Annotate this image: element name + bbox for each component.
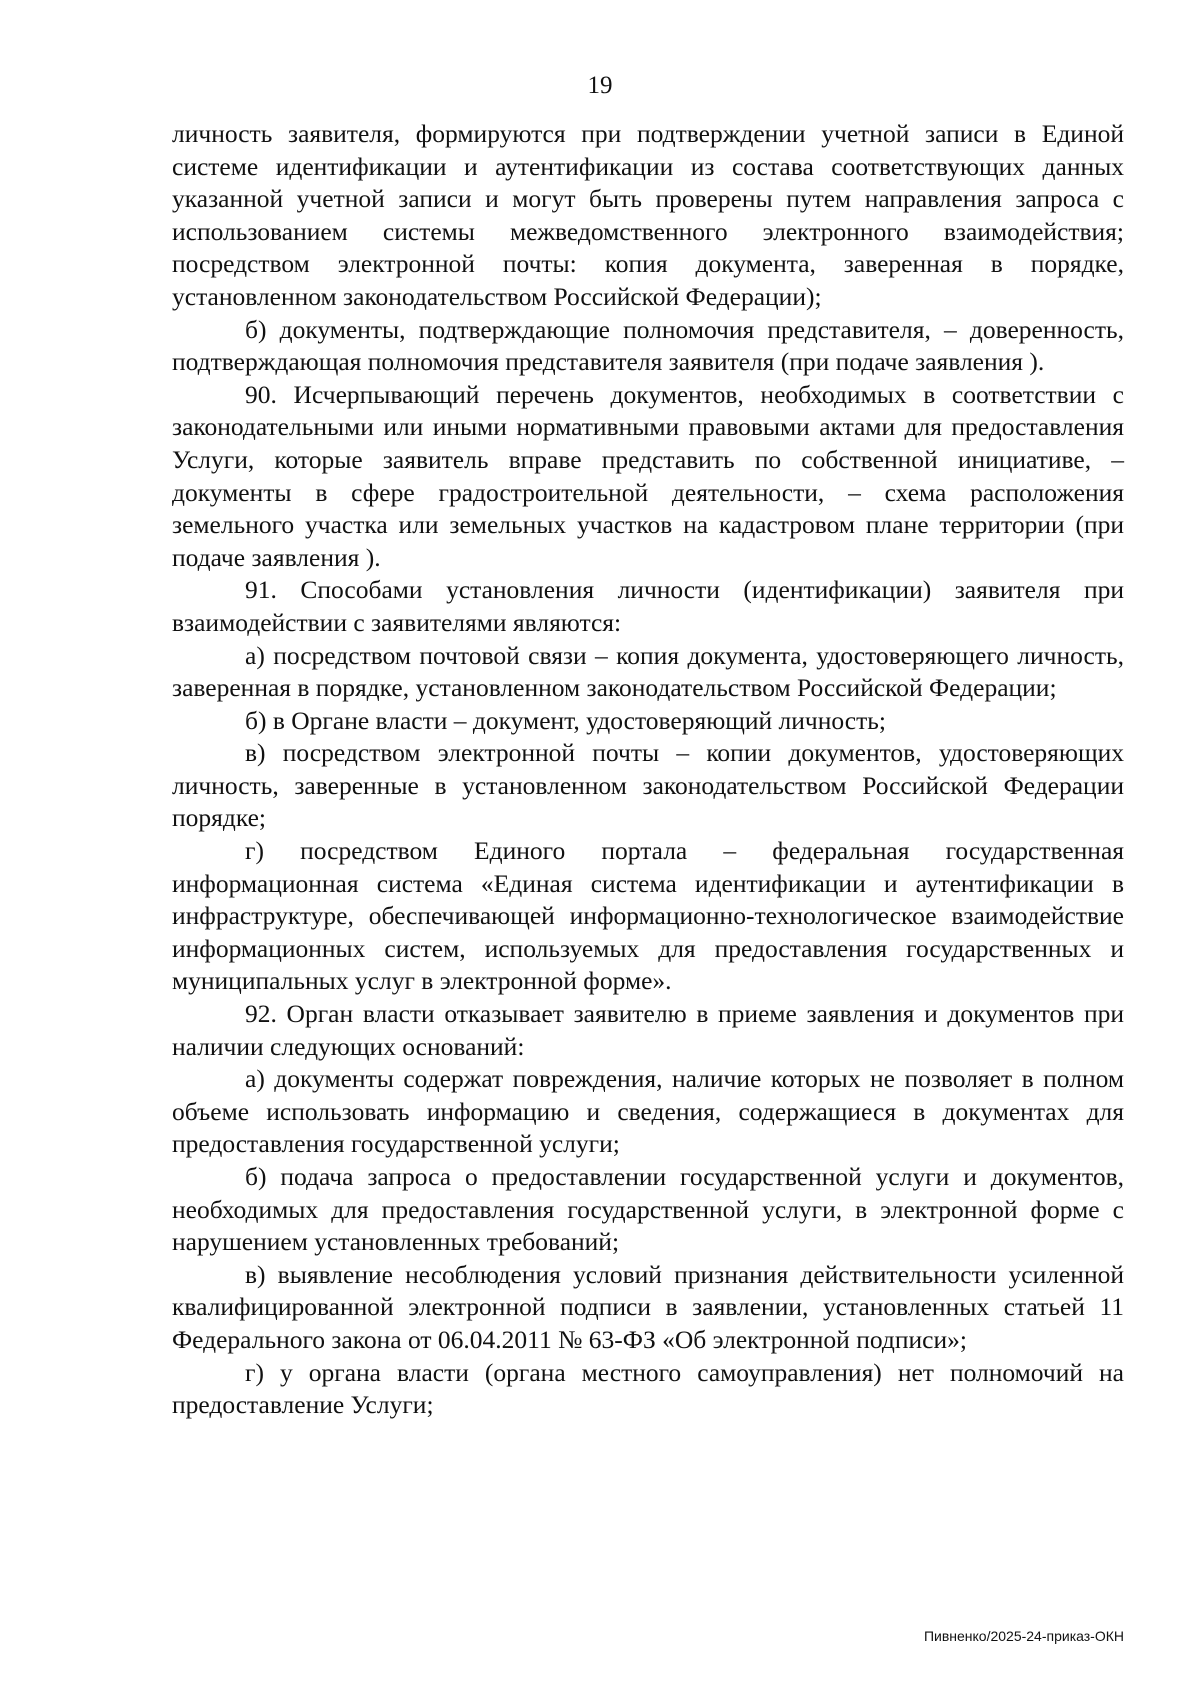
paragraph: б) в Органе власти – документ, удостоверяющий личность;: [245, 705, 886, 735]
paragraph: б) подача запроса о предоставлении государственной услуги и документов, необходимых для предоставления государственной услуги, в электронной форме с нарушением установленных требований;: [172, 1162, 1124, 1257]
paragraph: личность заявителя, формируются при подтверждении учетной записи в Единой системе идентификации и аутентификации из состава соответствующих данных указанной учетной записи и могут быть проверены путем направления запроса с использованием системы межведомственного электронного взаимодействия; посредством электронной почты: копия документа, заверенная в порядке, установленном законодательством Российской Федерации);: [172, 119, 1124, 311]
paragraph: в) посредством электронной почты – копии документов, удостоверяющих личность, заверенные в установленном законодательством Российской Федерации порядке;: [172, 738, 1124, 833]
paragraph: в) выявление несоблюдения условий признания действительности усиленной квалифицированной электронной подписи в заявлении, установленных статьей 11 Федерального закона от 06.04.2011 № 63-ФЗ «Об электронной подписи»;: [172, 1259, 1124, 1354]
paragraph-91: 91. Способами установления личности (идентификации) заявителя при взаимодействии с заявителями являются:: [172, 575, 1124, 637]
paragraph-90: 90. Исчерпывающий перечень документов, необходимых в соответствии с законодательными или иными нормативными правовыми актами для предоставления Услуги, которые заявитель вправе представить по собственной инициативе, – документы в сфере градостроительной деятельности, – схема расположения земельного участка или земельных участков на кадастровом плане территории (при подаче заявления ).: [172, 379, 1124, 572]
paragraph-92: 92. Орган власти отказывает заявителю в приеме заявления и документов при наличии следующих оснований:: [172, 999, 1124, 1061]
paragraph: г) посредством Единого портала – федеральная государственная информационная система «Единая система идентификации и аутентификации в инфраструктуре, обеспечивающей информационно-технологическое взаимодействие информационных систем, используемых для предоставления государственных и муниципальных услуг в электронной форме».: [172, 836, 1124, 996]
paragraph: а) посредством почтовой связи – копия документа, удостоверяющего личность, заверенная в порядке, установленном законодательством Российской Федерации;: [172, 640, 1124, 703]
document-footer-code: Пивненко/2025-24-приказ-ОКН: [923, 1628, 1124, 1644]
page-number: 19: [587, 72, 613, 99]
paragraph: г) у органа власти (органа местного самоуправления) нет полномочий на предоставление Услуги;: [172, 1357, 1124, 1420]
document-body: [172, 118, 1124, 1422]
paragraph: а) документы содержат повреждения, наличие которых не позволяет в полном объеме использовать информацию и сведения, содержащиеся в документах для предоставления государственной услуги;: [172, 1064, 1124, 1159]
paragraph: б) документы, подтверждающие полномочия представителя, – доверенность, подтверждающая полномочия представителя заявителя (при подаче заявления ).: [172, 314, 1124, 377]
